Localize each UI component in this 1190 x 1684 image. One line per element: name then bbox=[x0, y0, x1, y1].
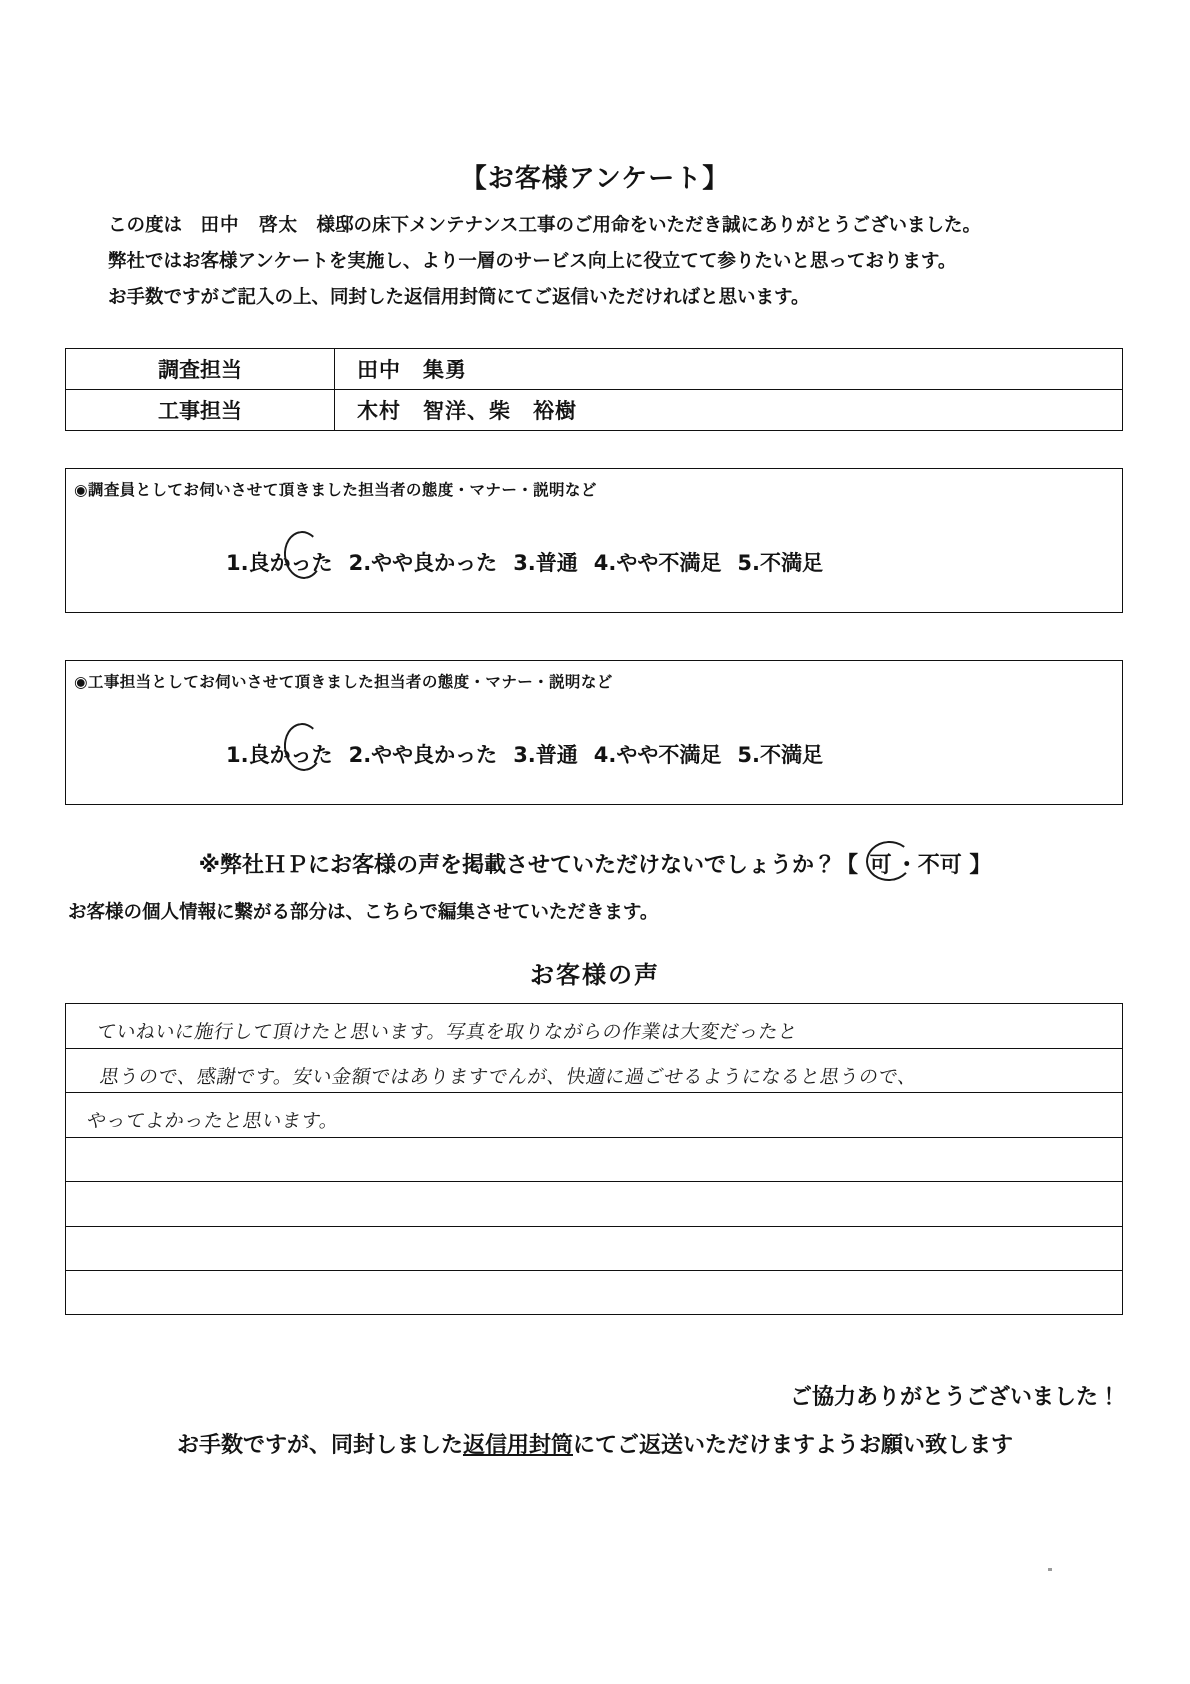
customer-name: 田中 啓太 bbox=[200, 215, 299, 236]
voice-comment-box[interactable] bbox=[65, 1003, 1123, 1315]
hp-option-separator: ・ bbox=[895, 853, 918, 878]
handwritten-line: ていねいに施行して頂けたと思います。写真を取りながらの作業は大変だったと bbox=[95, 1021, 800, 1043]
question-label: ◉工事担当としてお伺いさせて頂きました担当者の態度・マナー・説明など bbox=[74, 673, 613, 691]
intro-paragraph bbox=[108, 208, 1118, 316]
hp-permission-note: お客様の個人情報に繋がる部分は、こちらで編集させていただきます。 bbox=[68, 902, 659, 923]
footer-thanks: ご協力ありがとうございました！ bbox=[789, 1385, 1120, 1410]
question-box-construction-staff bbox=[65, 660, 1123, 805]
rating-option-3[interactable]: 3.普通 bbox=[513, 743, 578, 767]
hp-option-no[interactable]: 不可 bbox=[917, 853, 962, 878]
rating-option-5[interactable]: 5.不満足 bbox=[737, 743, 823, 767]
intro-line-1-suffix: 様邸の床下メンテナンス工事のご用命をいただき誠にありがとうございました。 bbox=[298, 215, 982, 236]
rating-option-2[interactable]: 2.やや良かった bbox=[348, 743, 498, 767]
staff-role-label: 工事担当 bbox=[66, 390, 335, 431]
footer-request-prefix: お手数ですが、同封しました bbox=[176, 1433, 463, 1458]
voice-line[interactable] bbox=[66, 1138, 1122, 1183]
voice-section-heading: お客様の声 bbox=[530, 961, 660, 989]
rating-option-5[interactable]: 5.不満足 bbox=[737, 551, 823, 575]
rating-option-3[interactable]: 3.普通 bbox=[513, 551, 578, 575]
staff-name-value: 木村 智洋、柴 裕樹 bbox=[335, 390, 1123, 431]
hp-permission-choices bbox=[866, 848, 962, 879]
intro-line-3: お手数ですがご記入の上、同封した返信用封筒にてご返信いただければと思います。 bbox=[108, 287, 810, 308]
staff-table bbox=[65, 348, 1123, 431]
voice-line[interactable] bbox=[66, 1271, 1122, 1316]
handwritten-line: やってよかったと思います。 bbox=[85, 1110, 341, 1132]
hp-permission-line bbox=[0, 848, 1190, 879]
voice-line[interactable] bbox=[66, 1049, 1122, 1094]
hp-permission-question: ※弊社ＨＰにお客様の声を掲載させていただけないでしょうか？ bbox=[198, 853, 836, 878]
intro-line-1-prefix: この度は bbox=[108, 215, 201, 236]
footer-request bbox=[0, 1428, 1190, 1459]
bracket-open: 【 bbox=[835, 853, 858, 878]
table-row bbox=[66, 390, 1123, 431]
footer-request-emphasis: 返信用封筒 bbox=[462, 1433, 573, 1458]
footer-request-suffix: にてご返送いただけますようお願い致します bbox=[573, 1433, 1014, 1458]
intro-line-1 bbox=[108, 208, 1118, 244]
scan-artifact bbox=[1048, 1568, 1052, 1571]
voice-line[interactable] bbox=[66, 1004, 1122, 1049]
rating-options bbox=[226, 547, 823, 577]
question-label: ◉調査員としてお伺いさせて頂きました担当者の態度・マナー・説明など bbox=[74, 481, 597, 499]
table-row bbox=[66, 349, 1123, 390]
intro-line-2: 弊社ではお客様アンケートを実施し、より一層のサービス向上に役立てて参りたいと思っております。 bbox=[108, 251, 957, 272]
rating-options bbox=[226, 739, 823, 769]
rating-option-2[interactable]: 2.やや良かった bbox=[348, 551, 498, 575]
page-title: 【お客様アンケート】 bbox=[460, 164, 730, 194]
rating-option-1[interactable]: 1.良かった bbox=[226, 743, 333, 767]
voice-line[interactable] bbox=[66, 1093, 1122, 1138]
staff-role-label: 調査担当 bbox=[66, 349, 335, 390]
rating-option-4[interactable]: 4.やや不満足 bbox=[593, 551, 722, 575]
hp-option-yes[interactable]: 可 bbox=[869, 853, 892, 878]
question-box-survey-staff bbox=[65, 468, 1123, 613]
rating-option-1[interactable]: 1.良かった bbox=[226, 551, 333, 575]
handwritten-line: 思うので、感謝です。安い金額ではありますでんが、快適に過ごせるようになると思うので、 bbox=[98, 1065, 920, 1088]
bracket-close: 】 bbox=[969, 853, 992, 878]
voice-line[interactable] bbox=[66, 1227, 1122, 1272]
voice-line[interactable] bbox=[66, 1182, 1122, 1227]
rating-option-4[interactable]: 4.やや不満足 bbox=[593, 743, 722, 767]
staff-name-value: 田中 集勇 bbox=[335, 349, 1123, 390]
